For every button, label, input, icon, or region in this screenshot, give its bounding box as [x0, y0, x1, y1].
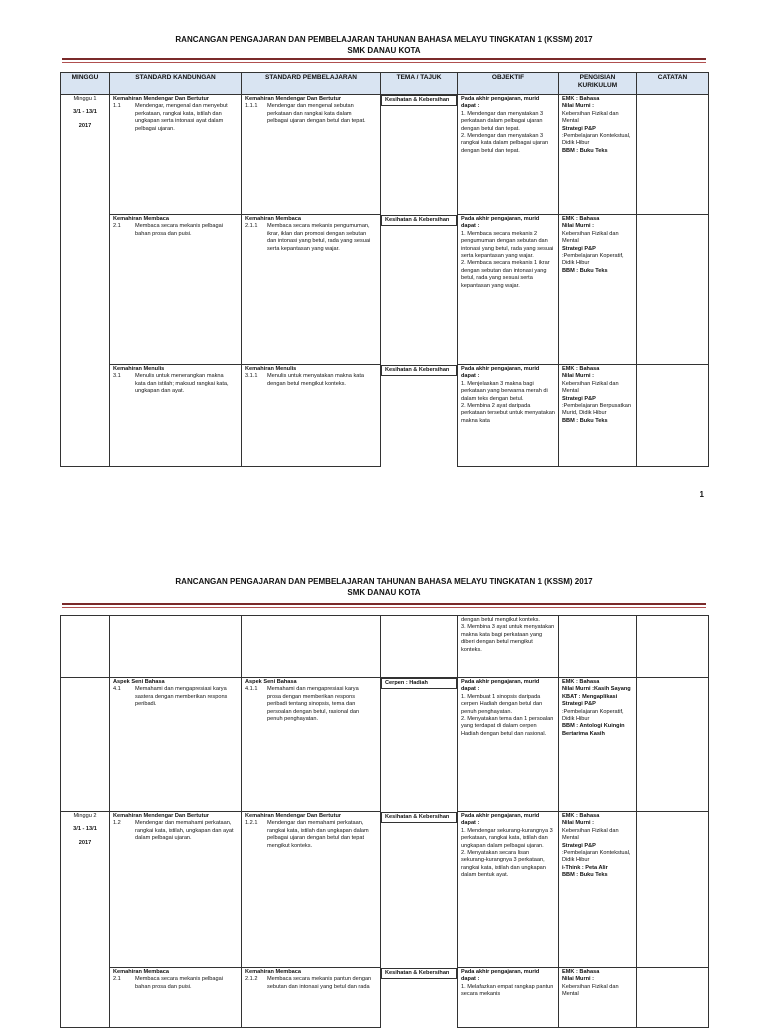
header-rule	[62, 58, 706, 60]
sp-title: Kemahiran Mendengar Dan Bertutur	[245, 96, 342, 102]
pengisian-line: Strategi P&P	[562, 701, 596, 708]
page-number: 1	[699, 490, 704, 499]
sp-cell	[242, 616, 381, 678]
objektif-intro: Pada akhir pengajaran, murid dapat :	[461, 96, 540, 110]
week-dates: 3/1 - 13/1	[73, 826, 97, 833]
sk-text: Mendengar dan memahami perkataan, rangkai kata, istilah, ungkapan dan ayat dalam pelbagai ujaran.	[135, 820, 234, 842]
col-header-minggu: MINGGU	[61, 73, 110, 95]
document-title: RANCANGAN PENGAJARAN DAN PEMBELAJARAN TAHUNAN BAHASA MELAYU TINGKATAN 1 (KSSM) 2017	[175, 35, 593, 44]
sp-title: Kemahiran Mendengar Dan Bertutur	[245, 813, 342, 819]
header-rule-thin	[62, 607, 706, 608]
col-header-objektif: OBJEKTIF	[458, 73, 559, 95]
sp-number: 1.1.1	[245, 103, 258, 110]
objektif-cell	[458, 968, 559, 1028]
week-dates: 3/1 - 13/1	[73, 109, 97, 116]
objektif-item: 1. Mendengar sekurang-kurangnya 3 perkataan, rangkai kata, istilah dan ungkapan dalam pelbagai ujaran.	[461, 827, 553, 849]
objektif-item: 2. Mendengar dan menyatakan 3 rangkai kata dalam pelbagai ujaran dengan betul dan tepat.	[461, 133, 549, 154]
catatan-cell	[637, 968, 709, 1028]
pengisian-line: Strategi P&P	[562, 842, 596, 849]
objektif-intro: Pada akhir pengajaran, murid dapat :	[461, 216, 540, 230]
pengisian-line: Kebersihan Fizikal dan Mental	[562, 380, 619, 395]
pengisian-line: EMK : Bahasa	[562, 216, 600, 222]
objektif-intro: Pada akhir pengajaran, murid dapat :	[461, 969, 540, 983]
col-header-catatan: CATATAN	[637, 73, 709, 95]
week-year: 2017	[78, 839, 92, 846]
objektif-item: dengan betul mengikut konteks.	[461, 617, 540, 623]
week-year: 2017	[78, 122, 92, 129]
sp-number: 2.1.1	[245, 223, 258, 230]
sp-number: 2.1.2	[245, 976, 258, 983]
sk-number: 2.1	[113, 976, 121, 983]
week-cell	[61, 678, 110, 812]
catatan-cell	[637, 678, 709, 812]
table-header-row	[61, 73, 709, 95]
tema-cell: Kesihatan & Kebersihan	[381, 968, 457, 979]
sp-cell	[242, 215, 381, 365]
objektif-cell	[458, 215, 559, 365]
sk-title: Aspek Seni Bahasa	[113, 679, 165, 685]
sk-cell	[110, 95, 242, 215]
pengisian-line: Strategi P&P	[562, 125, 596, 132]
pengisian-cell	[559, 95, 637, 215]
tema-cell	[381, 616, 458, 678]
sp-text: Mendengar dan mengenal sebutan perkataan dan rangkai kata dalam pelbagai ujaran dengan betul dan tepat.	[267, 103, 366, 125]
sp-cell	[242, 678, 381, 812]
week-label: Minggu 1	[73, 96, 97, 102]
sp-text: Memahami dan mengapresiasi karya prosa dengan memberikan respons peribadi tentang sinopsis, tema dan persoalan dengan betul, rasional dan penuh penghayatan.	[267, 686, 360, 723]
col-header-standard-pembelajaran: STANDARD PEMBELAJARAN	[242, 73, 381, 95]
sp-number: 3.1.1	[245, 373, 258, 380]
pengisian-line: Strategi P&P	[562, 245, 596, 252]
pengisian-line: EMK : Bahasa	[562, 679, 600, 685]
pengisian-line: :Pembelajaran Berpusatkan Murid, Didik Hibur	[562, 403, 632, 417]
pengisian-line: Nilai Murni :	[562, 373, 595, 380]
tema-cell: Kesihatan & Kebersihan	[381, 812, 457, 823]
sk-number: 1.1	[113, 103, 121, 110]
objektif-item: 2. Membina 2 ayat daripada perkataan tersebut untuk menyatakan makna kata	[461, 403, 555, 424]
objektif-item: 1. Mendengar dan menyatakan 3 perkataan dalam pelbagai ujaran dengan betul dan tepat.	[461, 110, 544, 132]
pengisian-cell	[559, 968, 637, 1028]
sk-text: Membaca secara mekanis pelbagai bahan prosa dan puisi.	[135, 223, 223, 237]
pengisian-line: BBM : Buku Teks	[562, 417, 608, 424]
pengisian-line: Kebersihan Fizikal dan Mental	[562, 983, 619, 998]
school-name: SMK DANAU KOTA	[347, 588, 421, 597]
objektif-intro: Pada akhir pengajaran, murid dapat :	[461, 366, 540, 380]
catatan-cell	[637, 616, 709, 678]
pengisian-line: BBM : Buku Teks	[562, 147, 608, 154]
pengisian-line: i-Think : Peta Alir	[562, 864, 608, 871]
objektif-intro: Pada akhir pengajaran, murid dapat :	[461, 679, 540, 693]
objektif-item: 2. Membaca secara mekanis 1 ikrar dengan sebutan dan intonasi yang betul, rada yang sesuai serta kepantasan yang wajar.	[461, 260, 550, 289]
col-header-tema: TEMA / TAJUK	[381, 73, 458, 95]
sp-text: Membaca secara mekanis pantun dengan sebutan dan intonasi yang betul dan rada	[267, 976, 372, 990]
catatan-cell	[637, 95, 709, 215]
catatan-cell	[637, 812, 709, 968]
plan-table-page-1	[60, 72, 709, 467]
sk-cell	[110, 616, 242, 678]
pengisian-cell	[559, 678, 637, 812]
sp-text: Membaca secara mekanis pengumuman, ikrar, iklan dan promosi dengan sebutan dan intonasi yang betul, rada yang sesuai serta kepantasan yang wajar.	[267, 223, 371, 252]
objektif-cell	[458, 812, 559, 968]
table-row	[61, 365, 709, 467]
tema-cell: Cerpen : Hadiah	[381, 678, 457, 689]
objektif-cell	[458, 678, 559, 812]
header-rule	[62, 603, 706, 605]
objektif-item: 2. Menyatakan tema dan 1 persoalan yang terdapat di dalam cerpen Hadiah dengan betul dan rasional.	[461, 716, 554, 737]
sk-title: Kemahiran Menulis	[113, 366, 165, 372]
pengisian-line: Nilai Murni :	[562, 223, 595, 230]
sp-cell	[242, 365, 381, 467]
sp-title: Kemahiran Membaca	[245, 969, 301, 975]
objektif-intro: Pada akhir pengajaran, murid dapat :	[461, 813, 540, 827]
sk-number: 1.2	[113, 820, 121, 827]
sk-title: Kemahiran Membaca	[113, 216, 169, 222]
pengisian-line: BBM : Buku Teks	[562, 267, 608, 274]
sk-text: Menulis untuk menerangkan makna kata dan istilah; maksud rangkai kata, ungkapan dan ayat.	[135, 373, 229, 395]
week-cell	[61, 812, 110, 1028]
document-page-2	[0, 540, 768, 1024]
pengisian-line: Nilai Murni :Kasih Sayang	[562, 686, 631, 693]
col-header-pengisian: PENGISIAN KURIKULUM	[559, 73, 637, 95]
sp-title: Kemahiran Membaca	[245, 216, 301, 222]
week-cell	[61, 616, 110, 678]
plan-table-page-2	[60, 615, 709, 1028]
sk-cell	[110, 678, 242, 812]
pengisian-cell	[559, 812, 637, 968]
pengisian-line: Kebersihan Fizikal dan Mental	[562, 827, 619, 842]
sk-title: Kemahiran Mendengar Dan Bertutur	[113, 96, 210, 102]
sk-number: 4.1	[113, 686, 121, 693]
sk-cell	[110, 365, 242, 467]
pengisian-cell	[559, 215, 637, 365]
week-label: Minggu 2	[73, 813, 97, 819]
school-name: SMK DANAU KOTA	[347, 46, 421, 55]
objektif-cell	[458, 95, 559, 215]
tema-cell: Kesihatan & Kebersihan	[381, 215, 457, 226]
pengisian-line: Kebersihan Fizikal dan Mental	[562, 110, 619, 125]
pengisian-line: :Pembelajaran Koperatif, Didik Hibur	[562, 708, 624, 723]
objektif-item: 1. Membuat 1 sinopsis daripada cerpen Hadiah dengan betul dan penuh penghayatan.	[461, 693, 543, 715]
objektif-item: 1. Membaca secara mekanis 2 pengumuman dengan sebutan dan intonasi yang betul, rada yang sesuai serta kepantasan yang wajar.	[461, 230, 554, 260]
pengisian-line: :Pembelajaran Kontekstual, Didik Hibur	[562, 133, 631, 147]
pengisian-line: BBM : Antologi Kuingin Bertarima Kasih	[562, 723, 625, 737]
sk-title: Kemahiran Membaca	[113, 969, 169, 975]
sk-title: Kemahiran Mendengar Dan Bertutur	[113, 813, 210, 819]
pengisian-line: Nilai Murni :	[562, 103, 595, 110]
table-row	[61, 95, 709, 215]
table-row	[61, 812, 709, 968]
sk-cell	[110, 812, 242, 968]
sk-cell	[110, 215, 242, 365]
sp-number: 1.2.1	[245, 820, 258, 827]
sp-cell	[242, 95, 381, 215]
table-row	[61, 968, 709, 1028]
objektif-item: 2. Menyatakan secara lisan sekurang-kurangnya 3 perkataan, rangkai kata, istilah dan ungkapan dalam bentuk ayat.	[461, 850, 546, 879]
table-row	[61, 678, 709, 812]
sk-number: 2.1	[113, 223, 121, 230]
pengisian-line: EMK : Bahasa	[562, 366, 600, 372]
objektif-cell	[458, 616, 559, 678]
catatan-cell	[637, 215, 709, 365]
tema-cell: Kesihatan & Kebersihan	[381, 95, 457, 106]
col-header-standard-kandungan: STANDARD KANDUNGAN	[110, 73, 242, 95]
week-cell	[61, 95, 110, 467]
pengisian-line: Kebersihan Fizikal dan Mental	[562, 230, 619, 245]
sp-cell	[242, 812, 381, 968]
sp-text: Mendengar dan memahami perkataan, rangkai kata, istilah dan ungkapan dalam pelbagai ujaran dengan betul dan tepat mengikut konteks.	[267, 820, 369, 849]
objektif-item: 3. Membina 3 ayat untuk menyatakan makna kata bagi perkataan yang diberi dengan betul mengikut konteks.	[461, 624, 555, 653]
objektif-cell	[458, 365, 559, 467]
sk-cell	[110, 968, 242, 1028]
pengisian-line: EMK : Bahasa	[562, 969, 600, 975]
sk-number: 3.1	[113, 373, 121, 380]
catatan-cell	[637, 365, 709, 467]
table-row	[61, 215, 709, 365]
pengisian-line: :Pembelajaran Kontekstual, Didik Hibur	[562, 850, 631, 864]
sp-text: Menulis untuk menyatakan makna kata dengan betul mengikut konteks.	[267, 373, 365, 387]
pengisian-line: EMK : Bahasa	[562, 96, 600, 102]
sp-title: Aspek Seni Bahasa	[245, 679, 297, 685]
sk-text: Memahami dan mengapresiasi karya sastera dengan memberikan respons peribadi.	[135, 686, 228, 708]
pengisian-line: BBM : Buku Teks	[562, 872, 608, 879]
sk-text: Mendengar, mengenal dan menyebut perkataan, rangkai kata, istilah dan ungkapan serta intonasi ayat dalam pelbagai ujaran.	[135, 103, 228, 132]
pengisian-line: :Pembelajaran Koperatif, Didik Hibur	[562, 253, 624, 267]
objektif-item: 1. Melafazkan empat rangkap pantun secara mekanis	[461, 983, 554, 998]
pengisian-cell	[559, 616, 637, 678]
table-row	[61, 616, 709, 678]
header-rule-thin	[62, 62, 706, 63]
tema-cell: Kesihatan & Kebersihan	[381, 365, 457, 376]
pengisian-cell	[559, 365, 637, 467]
pengisian-line: Nilai Murni :	[562, 976, 595, 983]
sp-title: Kemahiran Menulis	[245, 366, 297, 372]
objektif-item: 1. Menjelaskan 3 makna bagi perkataan yang berwarna merah di dalam teks dengan betul.	[461, 380, 548, 402]
pengisian-line: EMK : Bahasa	[562, 813, 600, 819]
pengisian-line: Nilai Murni :	[562, 820, 595, 827]
sp-cell	[242, 968, 381, 1028]
document-title: RANCANGAN PENGAJARAN DAN PEMBELAJARAN TAHUNAN BAHASA MELAYU TINGKATAN 1 (KSSM) 2017	[175, 577, 593, 586]
sp-number: 4.1.1	[245, 686, 258, 693]
sk-text: Membaca secara mekanis pelbagai bahan prosa dan puisi.	[135, 976, 223, 990]
pengisian-line: KBAT : Mengaplikasi	[562, 693, 618, 700]
pengisian-line: Strategi P&P	[562, 395, 596, 402]
